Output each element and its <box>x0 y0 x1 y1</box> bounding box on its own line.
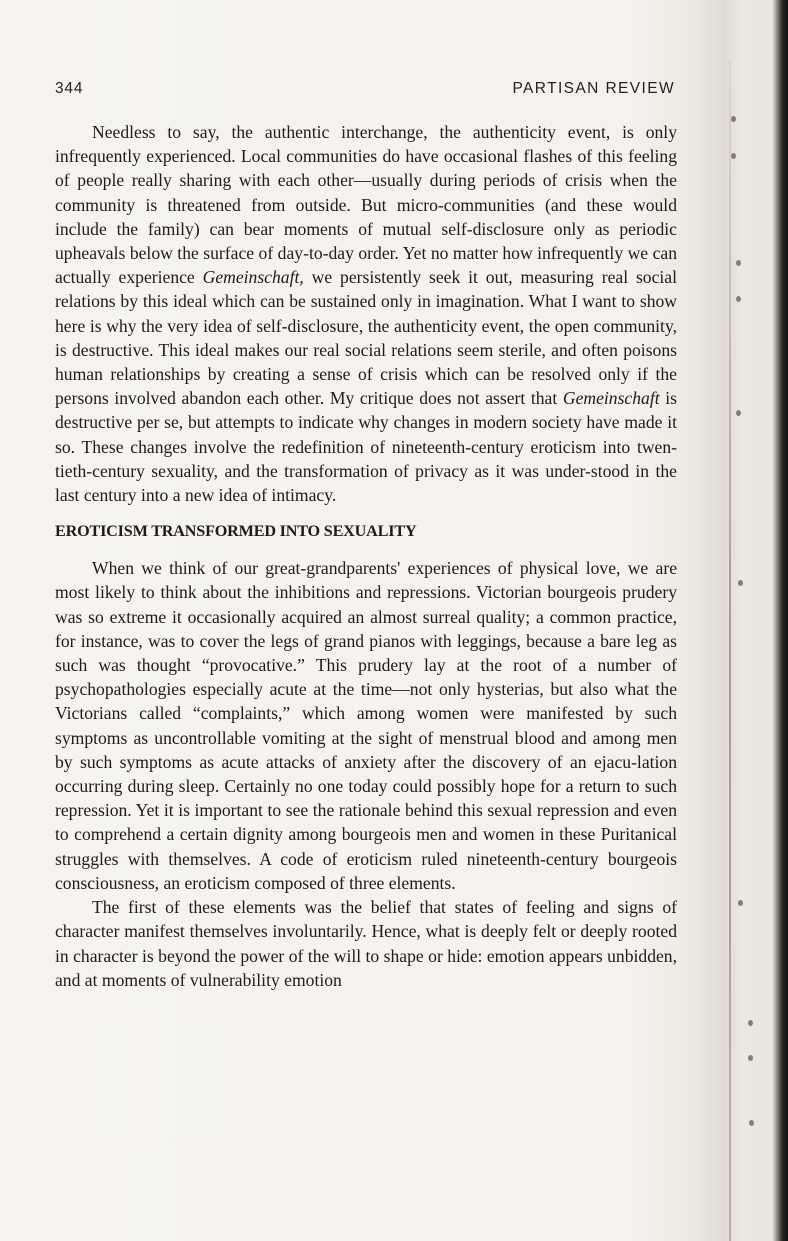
article-body <box>55 120 677 992</box>
paragraph: When we think of our great-grandparents' experiences of physical love, we are most likely to think about the inhibitions and repressions. Victorian bourgeois prudery was so extreme it occasionally acquired an almost surreal quality; a common practice, for instance, was to cover the legs of grand pianos with leggings, because a bare leg as such was thought “provocative.” This prudery lay at the root of a number of psychopathologies especially acute at the time—not only hysterias, but also what the Victorians called “complaints,” which among women were manifested by such symptoms as uncontrollable vomiting at the sight of menstrual blood and among men by such symptoms as acute attacks of anxiety after the discovery of an ejacu-lation occurring during sleep. Certainly no one today could possibly hope for a return to such repression. Yet it is important to see the rationale behind this sexual repression and even to comprehend a certain dignity among bourgeois men and women in these Puritanical struggles with themselves. A code of eroticism ruled nineteenth-century bourgeois consciousness, an eroticism composed of three elements. <box>55 558 677 893</box>
binding-mark <box>738 900 743 906</box>
running-title: PARTISAN REVIEW <box>512 80 675 97</box>
section-heading: EROTICISM TRANSFORMED INTO SEXUALITY <box>55 522 417 541</box>
binding-mark <box>731 153 736 159</box>
book-binding-edge <box>729 60 731 1241</box>
paragraph-text: we persistently seek it out, measuring real social relations by this ideal which can be sustained only in imagination. What I want to show here is why the very idea of self-disclosure, the authenticity event, the open community, is destructive. This ideal makes our real social relations seem sterile, and often poisons human relationships by creating a sense of crisis which can be resolved only if the persons involved abandon each other. My critique does not assert that <box>55 267 677 409</box>
paragraph-text: Needless to say, the authentic interchange, the authenticity event, is only infrequently experienced. Local communities do have occasional flashes of this feeling of people really sharing with each other—usually during periods of crisis when the community is threatened from outside. But micro-communities (and these would include the family) can bear moments of mutual self-disclosure only as periodic upheavals below the surface of day-to-day order. Yet no matter how infrequently we can actually experience <box>55 122 677 288</box>
binding-mark <box>736 410 741 416</box>
italic-term: Gemeinschaft, <box>202 267 304 288</box>
binding-mark <box>731 116 736 122</box>
italic-term: Gemeinschaft <box>562 388 660 409</box>
binding-mark <box>738 580 743 586</box>
paragraph-text: is destructive per se, but attempts to indicate why changes in modern society have made it so. These changes involve the redefinition of nineteenth-century eroticism into twen-tieth-century sexuality, and the transformation of privacy as it was under-stood in the last century into a new idea of intimacy. <box>55 388 677 506</box>
binding-mark <box>736 296 741 302</box>
page-number: 344 <box>55 80 84 97</box>
binding-mark <box>736 260 741 266</box>
binding-mark <box>749 1120 754 1126</box>
paragraph <box>55 120 677 507</box>
paragraph: The first of these elements was the belief that states of feeling and signs of character manifest themselves involuntarily. Hence, what is deeply felt or deeply rooted in character is beyond the power of the will to shape or hide: emotion appears unbidden, and at moments of vulnerability emotion <box>55 897 677 990</box>
binding-mark <box>748 1055 753 1061</box>
binding-mark <box>748 1020 753 1026</box>
